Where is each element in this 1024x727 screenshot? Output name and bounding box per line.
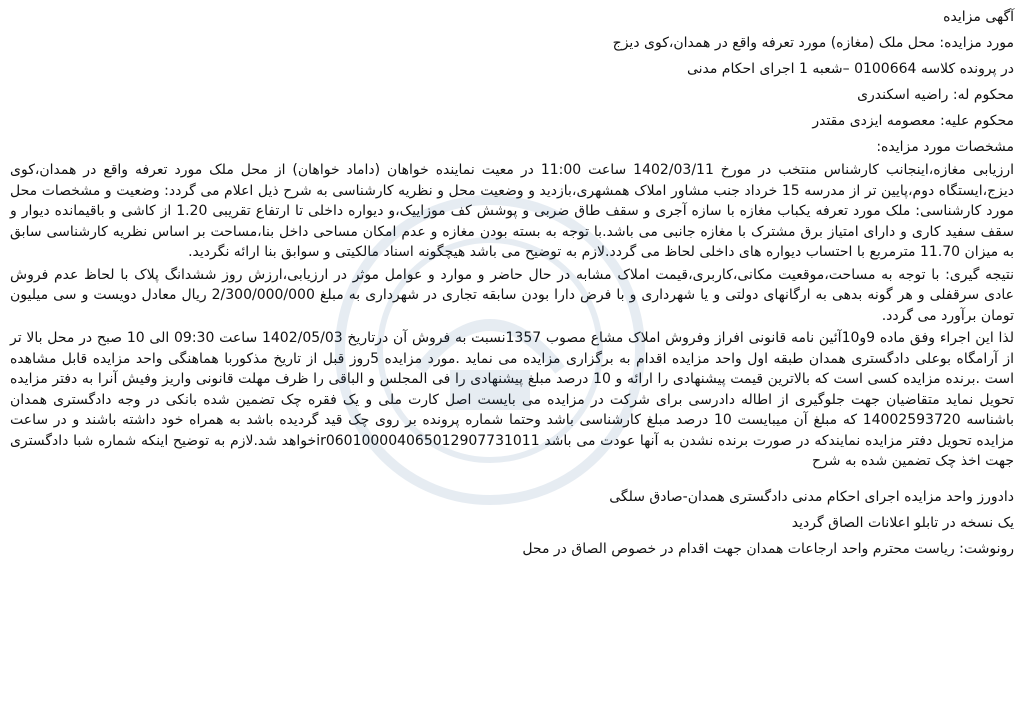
- conclusion-paragraph: نتیجه گیری: با توجه به مساحت،موقعیت مکانی،کاربری،قیمت املاک مشابه در حال حاضر و موارد و عوامل موثر در ارزیابی،ارزش روز ششدانگ پلاک با لحاظ عدم فروش عادی سرقفلی و هر گونه بدهی به ارگانهای دولتی و یا شهرداری و با فرض دارا بودن سابقه تجاری در شهرداری به مبلغ 2/300/000/000 ریال معادل دویست و سی میلیون تومان برآورد می گردد.: [10, 266, 1014, 324]
- case-number-line: در پرونده کلاسه 0100664 –شعبه 1 اجرای احکام مدنی: [686, 61, 1014, 77]
- plaintiff-line: محکوم له: راضیه اسکندری: [857, 87, 1014, 103]
- auction-subject: مورد مزایده: محل ملک (مغازه) مورد تعرفه واقع در همدان،کوی دیزج: [612, 35, 1014, 51]
- specs-label: مشخصات مورد مزایده:: [876, 139, 1014, 155]
- notice-heading: آگهی مزایده: [943, 9, 1014, 25]
- defendant-line: محکوم علیه: معصومه ایزدی مقتدر: [812, 113, 1014, 129]
- specs-paragraph: ارزیابی مغازه،اینجانب کارشناس منتخب در مورخ 1402/03/11 ساعت 11:00 در معیت نماینده خواهان (داماد خواهان) از محل ملک مورد تعرفه واقع در همدان،کوی دیزج،ایستگاه دوم،پایین تر از مدرسه 15 خرداد جنب مشاور املاک همشهری،بازدید و وضعیت محل و نظریه کارشناسی به شرح ذیل اعلام می گردد: وضعیت و مشخصات محل مورد کارشناسی: ملک مورد تعرفه یکباب مغازه با سازه آجری و سقف طاق ضربی و پوشش کف موزاییک،و دیواره داخلی تا ارتفاع تقریبی 1.20 از کاشی و باقیمانده دیوار و سقف سفید کاری و دارای امتیاز برق مشترک با مغازه جانبی می باشد.با توجه به بسته بودن مغازه و عدم امکان مساحی داخل بنا،مساحت بر اساس نظریه کارشناسی سابق به میزان 11.70 مترمربع با احتساب دیواره های داخلی لحاظ می گردد.لازم به توضیح می باشد هیچگونه اسناد مالکیتی و سوابق بنا ارائه نگردید.: [10, 162, 1014, 260]
- cc-note: رونوشت: ریاست محترم واحد ارجاعات همدان جهت اقدام در خصوص الصاق در محل: [522, 540, 1014, 557]
- auction-terms-paragraph: لذا این اجراء وفق ماده 9و10آئین نامه قانونی افراز وفروش املاک مشاع مصوب 1357نسبت به فروش آن درتاریخ 1402/05/03 ساعت 09:30 الی 10 صبح در محل بالا تر از آرامگاه بوعلی دادگستری همدان طبقه اول واحد مزایده اقدام به برگزاری مزایده می نماید .مورد مزایده 5روز قبل از تاریخ مذکوربا هماهنگی واحد مزایده قابل مشاهده است .برنده مزایده کسی است که بالاترین قیمت پیشنهادی را ارائه و 10 درصد مبلغ پیشنهادی را فی المجلس و الباقی را ظرف مهلت قانونی واریز وفیش آنرا به دفتر مزایده تحویل نماید متقاضیان جهت جلوگیری از اطاله دادرسی برای شرکت در مزایده می بایست اصل کارت ملی و یک فقره چک تضمین شده بانکی در وجه دادگستری همدان باشناسه 14002593720 که مبلغ آن میبایست 10 درصد مبلغ کارشناسی باشد وحتما شماره پرونده بر روی چک قید گردیده باشد به همراه خود داشته باشند و در ساعت مزایده تحویل دفتر مزایده نمایندکه در صورت برنده نشدن به آنها عودت می باشد ir060100004065012907731011خواهد شد.لازم به توضیح اینکه شماره شبا دادگستری جهت اخذ چک تضمین شده به شرح: [10, 330, 1015, 469]
- copy-note: یک نسخه در تابلو اعلانات الصاق گردید: [791, 514, 1014, 531]
- signature-line: دادورز واحد مزایده اجرای احکام مدنی دادگستری همدان-صادق سلگی: [609, 488, 1014, 505]
